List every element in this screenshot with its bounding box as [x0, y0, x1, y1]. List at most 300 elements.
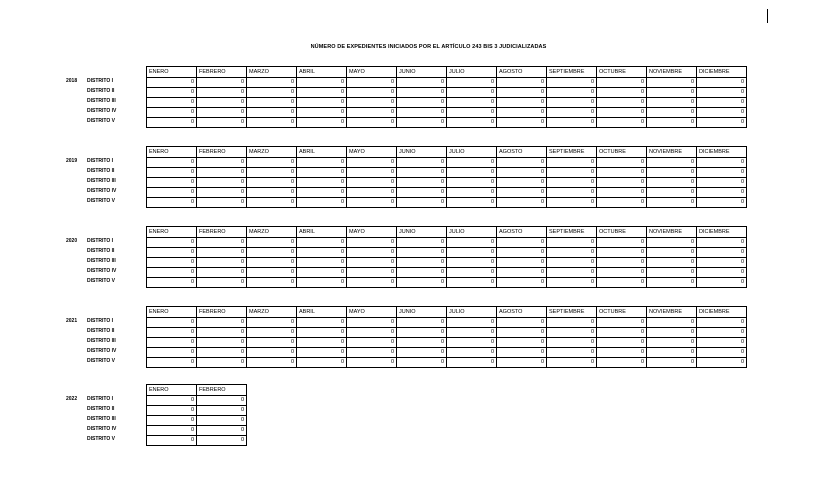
value-cell[interactable]: 0: [197, 198, 247, 208]
value-cell[interactable]: 0: [247, 108, 297, 118]
month-header[interactable]: MARZO: [247, 227, 297, 238]
value-cell[interactable]: 0: [547, 348, 597, 358]
value-cell[interactable]: 0: [697, 158, 747, 168]
value-cell[interactable]: 0: [147, 416, 197, 426]
value-cell[interactable]: 0: [347, 358, 397, 368]
value-cell[interactable]: 0: [547, 118, 597, 128]
month-header[interactable]: JULIO: [447, 67, 497, 78]
value-cell[interactable]: 0: [647, 178, 697, 188]
month-header[interactable]: NOVIEMBRE: [647, 307, 697, 318]
value-cell[interactable]: 0: [397, 358, 447, 368]
month-header[interactable]: DICIEMBRE: [697, 67, 747, 78]
value-cell[interactable]: 0: [397, 268, 447, 278]
month-header[interactable]: MAYO: [347, 227, 397, 238]
value-cell[interactable]: 0: [447, 248, 497, 258]
value-cell[interactable]: 0: [197, 406, 247, 416]
value-cell[interactable]: 0: [197, 158, 247, 168]
value-cell[interactable]: 0: [547, 358, 597, 368]
value-cell[interactable]: 0: [547, 98, 597, 108]
value-cell[interactable]: 0: [197, 416, 247, 426]
value-cell[interactable]: 0: [197, 88, 247, 98]
value-cell[interactable]: 0: [347, 318, 397, 328]
value-cell[interactable]: 0: [247, 258, 297, 268]
value-cell[interactable]: 0: [647, 108, 697, 118]
value-cell[interactable]: 0: [197, 396, 247, 406]
value-cell[interactable]: 0: [447, 98, 497, 108]
value-cell[interactable]: 0: [447, 108, 497, 118]
value-cell[interactable]: 0: [347, 268, 397, 278]
value-cell[interactable]: 0: [297, 328, 347, 338]
value-cell[interactable]: 0: [197, 258, 247, 268]
value-cell[interactable]: 0: [297, 318, 347, 328]
value-cell[interactable]: 0: [247, 328, 297, 338]
value-cell[interactable]: 0: [297, 118, 347, 128]
value-cell[interactable]: 0: [347, 168, 397, 178]
value-cell[interactable]: 0: [197, 328, 247, 338]
value-cell[interactable]: 0: [597, 168, 647, 178]
value-cell[interactable]: 0: [247, 168, 297, 178]
value-cell[interactable]: 0: [297, 348, 347, 358]
value-cell[interactable]: 0: [647, 168, 697, 178]
value-cell[interactable]: 0: [447, 328, 497, 338]
value-cell[interactable]: 0: [397, 188, 447, 198]
value-cell[interactable]: 0: [397, 78, 447, 88]
value-cell[interactable]: 0: [447, 258, 497, 268]
value-cell[interactable]: 0: [397, 348, 447, 358]
value-cell[interactable]: 0: [647, 348, 697, 358]
value-cell[interactable]: 0: [297, 248, 347, 258]
value-cell[interactable]: 0: [447, 198, 497, 208]
value-cell[interactable]: 0: [147, 436, 197, 446]
value-cell[interactable]: 0: [347, 158, 397, 168]
value-cell[interactable]: 0: [147, 338, 197, 348]
value-cell[interactable]: 0: [147, 278, 197, 288]
value-cell[interactable]: 0: [197, 426, 247, 436]
month-header[interactable]: MARZO: [247, 147, 297, 158]
month-header[interactable]: OCTUBRE: [597, 227, 647, 238]
value-cell[interactable]: 0: [397, 98, 447, 108]
value-cell[interactable]: 0: [297, 108, 347, 118]
value-cell[interactable]: 0: [147, 158, 197, 168]
value-cell[interactable]: 0: [147, 426, 197, 436]
value-cell[interactable]: 0: [397, 108, 447, 118]
value-cell[interactable]: 0: [397, 168, 447, 178]
month-header[interactable]: OCTUBRE: [597, 307, 647, 318]
month-header[interactable]: JUNIO: [397, 307, 447, 318]
value-cell[interactable]: 0: [647, 358, 697, 368]
month-header[interactable]: MARZO: [247, 307, 297, 318]
value-cell[interactable]: 0: [497, 158, 547, 168]
value-cell[interactable]: 0: [647, 318, 697, 328]
value-cell[interactable]: 0: [647, 238, 697, 248]
value-cell[interactable]: 0: [397, 248, 447, 258]
month-header[interactable]: FEBRERO: [197, 385, 247, 396]
value-cell[interactable]: 0: [247, 158, 297, 168]
value-cell[interactable]: 0: [447, 118, 497, 128]
value-cell[interactable]: 0: [197, 248, 247, 258]
value-cell[interactable]: 0: [547, 178, 597, 188]
value-cell[interactable]: 0: [547, 328, 597, 338]
value-cell[interactable]: 0: [347, 178, 397, 188]
value-cell[interactable]: 0: [697, 248, 747, 258]
value-cell[interactable]: 0: [697, 118, 747, 128]
value-cell[interactable]: 0: [297, 258, 347, 268]
value-cell[interactable]: 0: [497, 338, 547, 348]
value-cell[interactable]: 0: [547, 248, 597, 258]
month-header[interactable]: ABRIL: [297, 147, 347, 158]
value-cell[interactable]: 0: [497, 238, 547, 248]
value-cell[interactable]: 0: [647, 158, 697, 168]
value-cell[interactable]: 0: [447, 358, 497, 368]
value-cell[interactable]: 0: [597, 328, 647, 338]
value-cell[interactable]: 0: [397, 258, 447, 268]
month-header[interactable]: ENERO: [147, 67, 197, 78]
value-cell[interactable]: 0: [547, 188, 597, 198]
value-cell[interactable]: 0: [447, 168, 497, 178]
value-cell[interactable]: 0: [197, 436, 247, 446]
value-cell[interactable]: 0: [147, 358, 197, 368]
value-cell[interactable]: 0: [547, 338, 597, 348]
value-cell[interactable]: 0: [597, 258, 647, 268]
month-header[interactable]: FEBRERO: [197, 307, 247, 318]
value-cell[interactable]: 0: [347, 328, 397, 338]
value-cell[interactable]: 0: [347, 238, 397, 248]
value-cell[interactable]: 0: [497, 118, 547, 128]
value-cell[interactable]: 0: [697, 328, 747, 338]
value-cell[interactable]: 0: [697, 108, 747, 118]
value-cell[interactable]: 0: [147, 248, 197, 258]
value-cell[interactable]: 0: [397, 178, 447, 188]
value-cell[interactable]: 0: [397, 88, 447, 98]
value-cell[interactable]: 0: [597, 318, 647, 328]
value-cell[interactable]: 0: [497, 188, 547, 198]
month-header[interactable]: JULIO: [447, 147, 497, 158]
value-cell[interactable]: 0: [347, 258, 397, 268]
value-cell[interactable]: 0: [597, 188, 647, 198]
value-cell[interactable]: 0: [147, 348, 197, 358]
value-cell[interactable]: 0: [297, 278, 347, 288]
value-cell[interactable]: 0: [247, 338, 297, 348]
month-header[interactable]: MAYO: [347, 147, 397, 158]
value-cell[interactable]: 0: [697, 258, 747, 268]
value-cell[interactable]: 0: [147, 258, 197, 268]
month-header[interactable]: JULIO: [447, 227, 497, 238]
value-cell[interactable]: 0: [147, 178, 197, 188]
value-cell[interactable]: 0: [147, 168, 197, 178]
month-header[interactable]: OCTUBRE: [597, 147, 647, 158]
value-cell[interactable]: 0: [647, 118, 697, 128]
value-cell[interactable]: 0: [597, 178, 647, 188]
value-cell[interactable]: 0: [597, 88, 647, 98]
value-cell[interactable]: 0: [497, 248, 547, 258]
value-cell[interactable]: 0: [197, 358, 247, 368]
month-header[interactable]: ENERO: [147, 227, 197, 238]
value-cell[interactable]: 0: [597, 118, 647, 128]
value-cell[interactable]: 0: [497, 88, 547, 98]
value-cell[interactable]: 0: [197, 178, 247, 188]
value-cell[interactable]: 0: [697, 78, 747, 88]
value-cell[interactable]: 0: [547, 268, 597, 278]
value-cell[interactable]: 0: [397, 118, 447, 128]
value-cell[interactable]: 0: [297, 78, 347, 88]
value-cell[interactable]: 0: [247, 188, 297, 198]
value-cell[interactable]: 0: [297, 178, 347, 188]
value-cell[interactable]: 0: [647, 98, 697, 108]
month-header[interactable]: SEPTIEMBRE: [547, 147, 597, 158]
value-cell[interactable]: 0: [647, 268, 697, 278]
value-cell[interactable]: 0: [297, 358, 347, 368]
value-cell[interactable]: 0: [147, 318, 197, 328]
value-cell[interactable]: 0: [597, 348, 647, 358]
value-cell[interactable]: 0: [697, 348, 747, 358]
month-header[interactable]: AGOSTO: [497, 147, 547, 158]
value-cell[interactable]: 0: [597, 238, 647, 248]
value-cell[interactable]: 0: [647, 188, 697, 198]
value-cell[interactable]: 0: [247, 78, 297, 88]
value-cell[interactable]: 0: [497, 168, 547, 178]
value-cell[interactable]: 0: [447, 88, 497, 98]
value-cell[interactable]: 0: [197, 338, 247, 348]
value-cell[interactable]: 0: [197, 278, 247, 288]
value-cell[interactable]: 0: [297, 268, 347, 278]
value-cell[interactable]: 0: [247, 348, 297, 358]
value-cell[interactable]: 0: [447, 318, 497, 328]
month-header[interactable]: NOVIEMBRE: [647, 227, 697, 238]
value-cell[interactable]: 0: [497, 348, 547, 358]
value-cell[interactable]: 0: [697, 268, 747, 278]
value-cell[interactable]: 0: [347, 338, 397, 348]
value-cell[interactable]: 0: [147, 108, 197, 118]
value-cell[interactable]: 0: [297, 188, 347, 198]
value-cell[interactable]: 0: [497, 358, 547, 368]
month-header[interactable]: AGOSTO: [497, 227, 547, 238]
value-cell[interactable]: 0: [397, 328, 447, 338]
value-cell[interactable]: 0: [397, 198, 447, 208]
value-cell[interactable]: 0: [347, 98, 397, 108]
value-cell[interactable]: 0: [497, 98, 547, 108]
value-cell[interactable]: 0: [697, 278, 747, 288]
value-cell[interactable]: 0: [497, 278, 547, 288]
value-cell[interactable]: 0: [597, 78, 647, 88]
value-cell[interactable]: 0: [247, 358, 297, 368]
value-cell[interactable]: 0: [697, 198, 747, 208]
value-cell[interactable]: 0: [397, 318, 447, 328]
value-cell[interactable]: 0: [697, 178, 747, 188]
value-cell[interactable]: 0: [697, 168, 747, 178]
value-cell[interactable]: 0: [447, 188, 497, 198]
value-cell[interactable]: 0: [547, 318, 597, 328]
month-header[interactable]: AGOSTO: [497, 307, 547, 318]
value-cell[interactable]: 0: [247, 268, 297, 278]
value-cell[interactable]: 0: [447, 78, 497, 88]
value-cell[interactable]: 0: [197, 98, 247, 108]
value-cell[interactable]: 0: [347, 118, 397, 128]
value-cell[interactable]: 0: [247, 248, 297, 258]
month-header[interactable]: JULIO: [447, 307, 497, 318]
value-cell[interactable]: 0: [547, 88, 597, 98]
month-header[interactable]: NOVIEMBRE: [647, 67, 697, 78]
value-cell[interactable]: 0: [497, 178, 547, 188]
value-cell[interactable]: 0: [447, 158, 497, 168]
value-cell[interactable]: 0: [447, 338, 497, 348]
value-cell[interactable]: 0: [247, 88, 297, 98]
value-cell[interactable]: 0: [647, 88, 697, 98]
month-header[interactable]: AGOSTO: [497, 67, 547, 78]
value-cell[interactable]: 0: [597, 248, 647, 258]
month-header[interactable]: MAYO: [347, 307, 397, 318]
month-header[interactable]: FEBRERO: [197, 147, 247, 158]
month-header[interactable]: OCTUBRE: [597, 67, 647, 78]
value-cell[interactable]: 0: [247, 98, 297, 108]
value-cell[interactable]: 0: [247, 118, 297, 128]
value-cell[interactable]: 0: [647, 328, 697, 338]
value-cell[interactable]: 0: [297, 238, 347, 248]
value-cell[interactable]: 0: [547, 198, 597, 208]
value-cell[interactable]: 0: [147, 118, 197, 128]
value-cell[interactable]: 0: [447, 348, 497, 358]
value-cell[interactable]: 0: [497, 318, 547, 328]
value-cell[interactable]: 0: [247, 178, 297, 188]
month-header[interactable]: JUNIO: [397, 67, 447, 78]
month-header[interactable]: SEPTIEMBRE: [547, 307, 597, 318]
value-cell[interactable]: 0: [647, 278, 697, 288]
value-cell[interactable]: 0: [197, 78, 247, 88]
value-cell[interactable]: 0: [697, 238, 747, 248]
value-cell[interactable]: 0: [697, 98, 747, 108]
value-cell[interactable]: 0: [347, 188, 397, 198]
value-cell[interactable]: 0: [247, 278, 297, 288]
month-header[interactable]: SEPTIEMBRE: [547, 67, 597, 78]
value-cell[interactable]: 0: [347, 108, 397, 118]
value-cell[interactable]: 0: [297, 158, 347, 168]
value-cell[interactable]: 0: [597, 98, 647, 108]
value-cell[interactable]: 0: [197, 348, 247, 358]
month-header[interactable]: MAYO: [347, 67, 397, 78]
value-cell[interactable]: 0: [147, 88, 197, 98]
value-cell[interactable]: 0: [697, 358, 747, 368]
month-header[interactable]: DICIEMBRE: [697, 307, 747, 318]
value-cell[interactable]: 0: [247, 238, 297, 248]
value-cell[interactable]: 0: [647, 248, 697, 258]
value-cell[interactable]: 0: [447, 238, 497, 248]
month-header[interactable]: DICIEMBRE: [697, 227, 747, 238]
month-header[interactable]: SEPTIEMBRE: [547, 227, 597, 238]
month-header[interactable]: ENERO: [147, 147, 197, 158]
value-cell[interactable]: 0: [147, 98, 197, 108]
value-cell[interactable]: 0: [347, 348, 397, 358]
value-cell[interactable]: 0: [697, 188, 747, 198]
value-cell[interactable]: 0: [397, 158, 447, 168]
month-header[interactable]: FEBRERO: [197, 67, 247, 78]
value-cell[interactable]: 0: [497, 268, 547, 278]
month-header[interactable]: NOVIEMBRE: [647, 147, 697, 158]
value-cell[interactable]: 0: [597, 338, 647, 348]
month-header[interactable]: ABRIL: [297, 67, 347, 78]
month-header[interactable]: ENERO: [147, 307, 197, 318]
value-cell[interactable]: 0: [297, 98, 347, 108]
value-cell[interactable]: 0: [347, 198, 397, 208]
value-cell[interactable]: 0: [247, 318, 297, 328]
value-cell[interactable]: 0: [297, 338, 347, 348]
value-cell[interactable]: 0: [697, 88, 747, 98]
value-cell[interactable]: 0: [447, 178, 497, 188]
value-cell[interactable]: 0: [147, 268, 197, 278]
value-cell[interactable]: 0: [497, 198, 547, 208]
value-cell[interactable]: 0: [597, 268, 647, 278]
month-header[interactable]: ENERO: [147, 385, 197, 396]
value-cell[interactable]: 0: [147, 78, 197, 88]
value-cell[interactable]: 0: [597, 158, 647, 168]
value-cell[interactable]: 0: [547, 168, 597, 178]
value-cell[interactable]: 0: [247, 198, 297, 208]
value-cell[interactable]: 0: [497, 78, 547, 88]
value-cell[interactable]: 0: [297, 198, 347, 208]
value-cell[interactable]: 0: [597, 108, 647, 118]
value-cell[interactable]: 0: [347, 278, 397, 288]
value-cell[interactable]: 0: [647, 258, 697, 268]
value-cell[interactable]: 0: [447, 268, 497, 278]
value-cell[interactable]: 0: [197, 118, 247, 128]
value-cell[interactable]: 0: [147, 406, 197, 416]
value-cell[interactable]: 0: [547, 278, 597, 288]
value-cell[interactable]: 0: [547, 158, 597, 168]
value-cell[interactable]: 0: [697, 338, 747, 348]
value-cell[interactable]: 0: [497, 108, 547, 118]
value-cell[interactable]: 0: [197, 188, 247, 198]
value-cell[interactable]: 0: [197, 318, 247, 328]
value-cell[interactable]: 0: [147, 328, 197, 338]
month-header[interactable]: MARZO: [247, 67, 297, 78]
value-cell[interactable]: 0: [547, 108, 597, 118]
value-cell[interactable]: 0: [197, 268, 247, 278]
month-header[interactable]: DICIEMBRE: [697, 147, 747, 158]
value-cell[interactable]: 0: [497, 328, 547, 338]
value-cell[interactable]: 0: [197, 108, 247, 118]
month-header[interactable]: ABRIL: [297, 307, 347, 318]
value-cell[interactable]: 0: [347, 248, 397, 258]
value-cell[interactable]: 0: [147, 198, 197, 208]
value-cell[interactable]: 0: [147, 396, 197, 406]
value-cell[interactable]: 0: [697, 318, 747, 328]
month-header[interactable]: JUNIO: [397, 227, 447, 238]
value-cell[interactable]: 0: [297, 168, 347, 178]
value-cell[interactable]: 0: [297, 88, 347, 98]
value-cell[interactable]: 0: [497, 258, 547, 268]
value-cell[interactable]: 0: [547, 78, 597, 88]
value-cell[interactable]: 0: [147, 188, 197, 198]
value-cell[interactable]: 0: [147, 238, 197, 248]
month-header[interactable]: JUNIO: [397, 147, 447, 158]
value-cell[interactable]: 0: [447, 278, 497, 288]
value-cell[interactable]: 0: [347, 78, 397, 88]
value-cell[interactable]: 0: [197, 168, 247, 178]
value-cell[interactable]: 0: [597, 198, 647, 208]
month-header[interactable]: FEBRERO: [197, 227, 247, 238]
value-cell[interactable]: 0: [397, 278, 447, 288]
value-cell[interactable]: 0: [647, 338, 697, 348]
value-cell[interactable]: 0: [397, 238, 447, 248]
value-cell[interactable]: 0: [647, 78, 697, 88]
value-cell[interactable]: 0: [347, 88, 397, 98]
value-cell[interactable]: 0: [647, 198, 697, 208]
month-header[interactable]: ABRIL: [297, 227, 347, 238]
value-cell[interactable]: 0: [397, 338, 447, 348]
value-cell[interactable]: 0: [547, 258, 597, 268]
value-cell[interactable]: 0: [597, 358, 647, 368]
value-cell[interactable]: 0: [597, 278, 647, 288]
value-cell[interactable]: 0: [547, 238, 597, 248]
value-cell[interactable]: 0: [197, 238, 247, 248]
